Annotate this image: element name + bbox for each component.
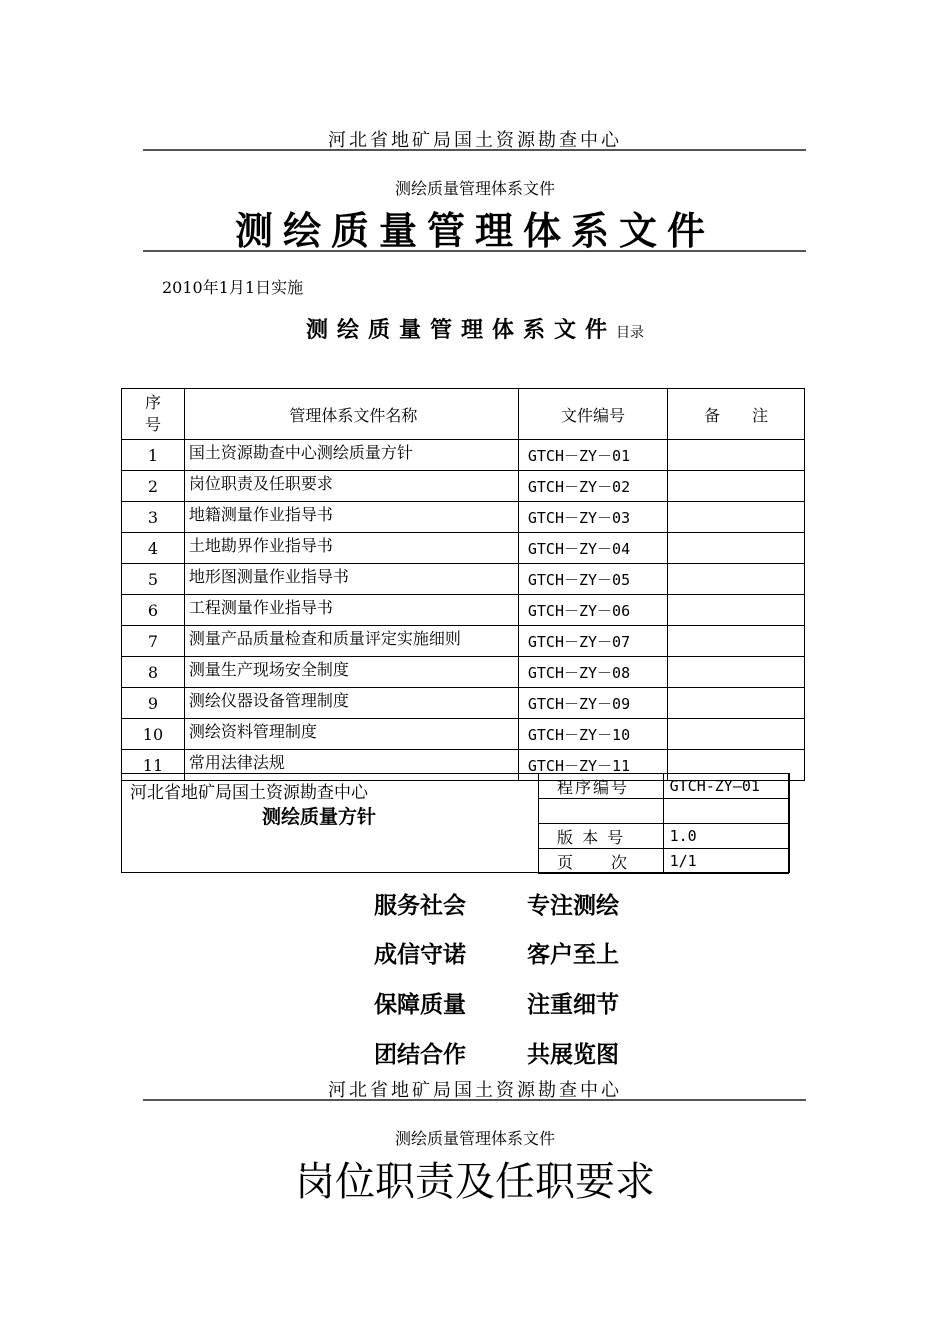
toc-row	[122, 564, 805, 595]
header-rule	[143, 149, 806, 151]
policy-org: 河北省地矿局国土资源勘查中心	[130, 783, 368, 803]
toc-cell-no: 9	[122, 688, 185, 719]
policy-meta-row	[539, 849, 789, 874]
toc-cell-code: GTCH－ZY－09	[518, 688, 667, 719]
toc-cell-remark	[668, 657, 805, 688]
next-org-header: 河北省地矿局国土资源勘查中心	[328, 1080, 622, 1101]
motto-phrase: 客户至上	[527, 942, 619, 968]
toc-cell-no: 8	[122, 657, 185, 688]
toc-cell-remark	[668, 719, 805, 750]
policy-meta-table	[538, 773, 789, 874]
toc-row	[122, 440, 805, 471]
next-header-rule	[143, 1099, 806, 1101]
toc-cell-code: GTCH－ZY－06	[518, 595, 667, 626]
policy-meta-key: 程序编号	[539, 774, 664, 799]
policy-meta-value	[663, 799, 788, 824]
toc-heading	[0, 313, 950, 344]
toc-cell-no: 2	[122, 471, 185, 502]
policy-meta-key: 页 次	[539, 849, 664, 874]
toc-cell-name: 测量产品质量检查和质量评定实施细则	[184, 626, 518, 657]
toc-title: 测绘质量管理体系文件	[305, 317, 616, 343]
policy-meta-key: 版 本 号	[539, 824, 664, 849]
toc-cell-remark	[668, 688, 805, 719]
toc-cell-code: GTCH－ZY－02	[518, 471, 667, 502]
policy-meta-value: GTCH-ZY—01	[663, 774, 788, 799]
toc-cell-no: 11	[122, 750, 185, 781]
motto-phrase: 成信守诺	[374, 942, 466, 968]
toc-cell-no: 10	[122, 719, 185, 750]
policy-meta-body	[539, 774, 789, 874]
toc-header-no: 序 号	[122, 389, 185, 440]
toc-cell-name: 测绘仪器设备管理制度	[184, 688, 518, 719]
toc-cell-code: GTCH－ZY－01	[518, 440, 667, 471]
toc-cell-code: GTCH－ZY－10	[518, 719, 667, 750]
toc-cell-no: 7	[122, 626, 185, 657]
policy-box	[121, 773, 790, 873]
toc-suffix: 目录	[616, 325, 644, 341]
toc-cell-remark	[668, 502, 805, 533]
toc-cell-remark	[668, 626, 805, 657]
toc-row	[122, 595, 805, 626]
effective-date: 2010年1月1日实施	[162, 278, 304, 297]
toc-cell-name: 测绘资料管理制度	[184, 719, 518, 750]
toc-body	[122, 440, 805, 781]
policy-meta-row	[539, 774, 789, 799]
toc-cell-name: 工程测量作业指导书	[184, 595, 518, 626]
toc-cell-remark	[668, 595, 805, 626]
toc-cell-no: 1	[122, 440, 185, 471]
org-header: 河北省地矿局国土资源勘查中心	[328, 130, 622, 151]
next-subtitle: 测绘质量管理体系文件	[394, 1129, 555, 1148]
policy-title: 测绘质量方针	[262, 806, 377, 828]
toc-cell-no: 3	[122, 502, 185, 533]
doc-title: 测绘质量管理体系文件	[234, 208, 715, 253]
motto-phrase: 团结合作	[374, 1042, 466, 1068]
toc-row	[122, 533, 805, 564]
toc-row	[122, 471, 805, 502]
toc-row	[122, 502, 805, 533]
toc-cell-code: GTCH－ZY－11	[518, 750, 667, 781]
toc-cell-no: 4	[122, 533, 185, 564]
doc-subtitle: 测绘质量管理体系文件	[394, 179, 555, 198]
toc-row	[122, 688, 805, 719]
toc-cell-no: 6	[122, 595, 185, 626]
toc-cell-name: 测量生产现场安全制度	[184, 657, 518, 688]
motto-phrase: 服务社会	[374, 893, 466, 919]
title-rule	[143, 250, 806, 252]
motto-phrase: 专注测绘	[527, 893, 619, 919]
toc-cell-remark	[668, 533, 805, 564]
next-title: 岗位职责及任职要求	[295, 1159, 655, 1205]
toc-row	[122, 626, 805, 657]
toc-cell-code: GTCH－ZY－07	[518, 626, 667, 657]
toc-row	[122, 719, 805, 750]
toc-cell-name: 地籍测量作业指导书	[184, 502, 518, 533]
motto-phrase: 共展览图	[527, 1042, 619, 1068]
toc-cell-no: 5	[122, 564, 185, 595]
toc-header-remark: 备 注	[668, 389, 805, 440]
toc-header-code: 文件编号	[518, 389, 667, 440]
toc-row	[122, 657, 805, 688]
policy-meta-value: 1.0	[663, 824, 788, 849]
policy-meta-row	[539, 799, 789, 824]
toc-cell-code: GTCH－ZY－04	[518, 533, 667, 564]
policy-meta-value: 1/1	[663, 849, 788, 874]
toc-cell-name: 岗位职责及任职要求	[184, 471, 518, 502]
motto-phrase: 注重细节	[527, 992, 619, 1018]
toc-cell-code: GTCH－ZY－05	[518, 564, 667, 595]
toc-header-row	[122, 389, 805, 440]
toc-cell-remark	[668, 440, 805, 471]
policy-meta-key	[539, 799, 664, 824]
toc-cell-code: GTCH－ZY－03	[518, 502, 667, 533]
toc-cell-code: GTCH－ZY－08	[518, 657, 667, 688]
toc-cell-name: 常用法律法规	[184, 750, 518, 781]
motto-phrase: 保障质量	[374, 992, 466, 1018]
toc-header-name: 管理体系文件名称	[184, 389, 518, 440]
toc-cell-name: 国土资源勘查中心测绘质量方针	[184, 440, 518, 471]
toc-cell-name: 土地勘界作业指导书	[184, 533, 518, 564]
policy-meta-row	[539, 824, 789, 849]
toc-cell-remark	[668, 564, 805, 595]
toc-cell-name: 地形图测量作业指导书	[184, 564, 518, 595]
toc-cell-remark	[668, 471, 805, 502]
toc-table	[121, 388, 805, 781]
